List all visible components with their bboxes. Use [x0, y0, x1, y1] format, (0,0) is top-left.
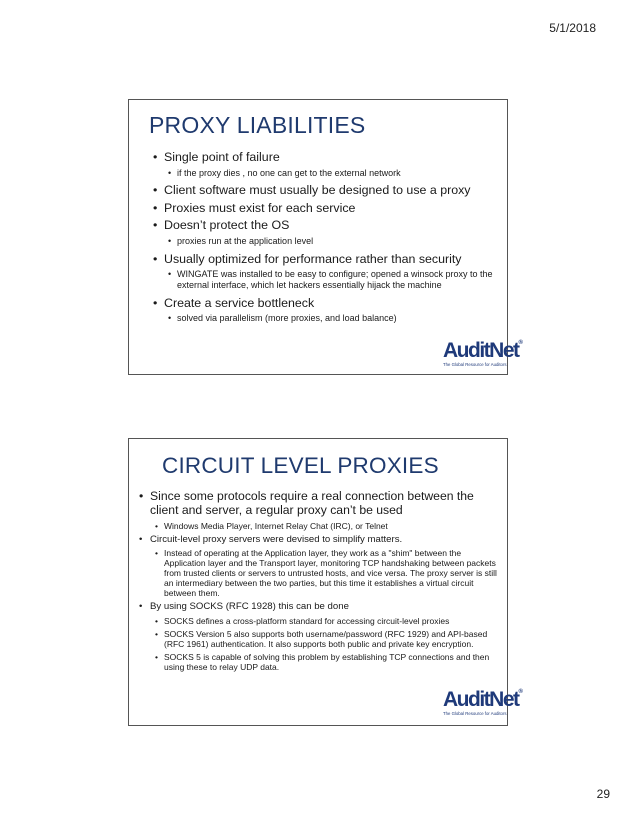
- registered-mark: ®: [518, 340, 523, 346]
- bullet-item: • Usually optimized for performance rather than security: [153, 252, 493, 267]
- slide-title: CIRCUIT LEVEL PROXIES: [162, 453, 439, 478]
- bullet-item: • Proxies must exist for each service: [153, 201, 493, 216]
- auditnet-logo: [443, 339, 523, 367]
- sub-bullet-item: • Windows Media Player, Internet Relay Chat (IRC), or Telnet: [155, 521, 504, 531]
- sub-bullet-item: • if the proxy dies , no one can get to the external network: [168, 168, 493, 179]
- bullet-item: • Circuit-level proxy servers were devised to simplify matters.: [139, 534, 504, 545]
- logo-tagline: The Global Resource for Auditors: [443, 711, 507, 716]
- slide-title: PROXY LIABILITIES: [149, 112, 366, 138]
- bullet-list: [139, 489, 504, 675]
- page-date: 5/1/2018: [549, 21, 596, 35]
- sub-bullet-item: • proxies run at the application level: [168, 236, 493, 247]
- sub-bullet-item: • Instead of operating at the Application layer, they work as a "shim" between the Application layer and the Transport layer, monitoring TCP handshaking between packets from trusted clients or servers to untrusted hosts, and vice versa. The proxy server is still an intermediary between the two parties, but this time it establishes a virtual circuit between them.: [155, 548, 504, 598]
- sub-bullet-item: • solved via parallelism (more proxies, and load balance): [168, 313, 493, 324]
- registered-mark: ®: [518, 689, 523, 695]
- bullet-item: • Since some protocols require a real connection between the client and server, a regular proxy can’t be used: [139, 489, 504, 518]
- logo-tagline: The Global Resource for Auditors: [443, 362, 507, 367]
- sub-bullet-item: • WINGATE was installed to be easy to configure; opened a winsock proxy to the external interface, which let hackers essentially hijack the machine: [168, 269, 493, 290]
- bullet-list: [153, 150, 493, 329]
- slide-proxy-liabilities: [128, 99, 523, 375]
- bullet-item: • By using SOCKS (RFC 1928) this can be done: [139, 601, 504, 612]
- auditnet-logo: [443, 688, 523, 716]
- bullet-item: • Create a service bottleneck: [153, 296, 493, 311]
- slide-circuit-level-proxies: [128, 438, 523, 726]
- bullet-item: • Client software must usually be designed to use a proxy: [153, 183, 493, 198]
- logo-name: AuditNet: [443, 339, 519, 362]
- bullet-item: • Doesn’t protect the OS: [153, 218, 493, 233]
- sub-bullet-item: • SOCKS defines a cross-platform standard for accessing circuit-level proxies: [155, 616, 504, 626]
- bullet-item: • Single point of failure: [153, 150, 493, 165]
- logo-name: AuditNet: [443, 688, 519, 711]
- sub-bullet-item: • SOCKS 5 is capable of solving this problem by establishing TCP connections and then using these to relay UDP data.: [155, 652, 504, 672]
- sub-bullet-item: • SOCKS Version 5 also supports both username/password (RFC 1929) and API-based (RFC 1961) authentication. It also supports both public and private key encryption.: [155, 629, 504, 649]
- page-number: 29: [596, 787, 610, 801]
